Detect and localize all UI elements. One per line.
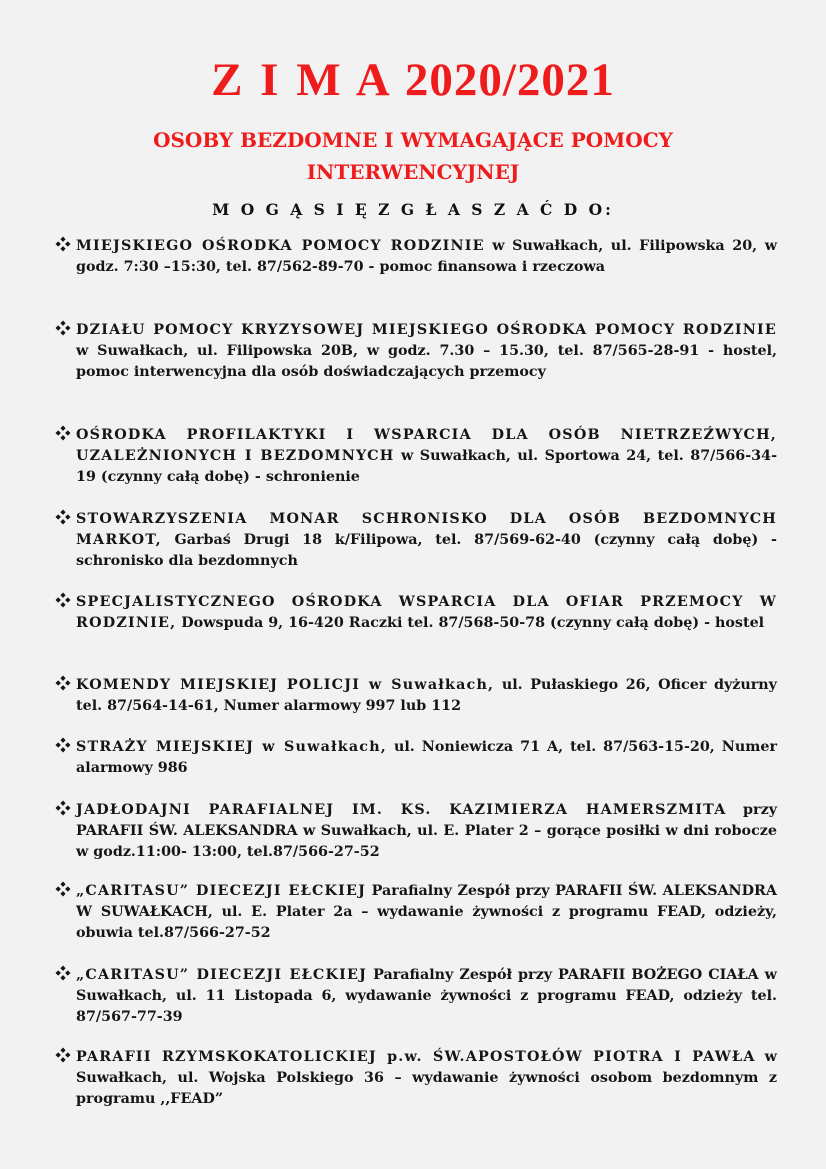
list-item [55,592,777,634]
list-item [55,675,777,717]
diamond-dots-icon [55,800,73,818]
item-details: w Suwałkach, ul. Filipowska 20B, w godz. 7.30 – 15.30, tel. 87/565-28-91 - hostel, pomoc interwencyjna dla osób doświadczających przemocy [76,343,777,380]
organization-name: SPECJALISTYCZNEGO OŚRODKA WSPARCIA DLA OFIAR PRZEMOCY W RODZINIE, [76,594,777,631]
item-details: Parafialny Zespół przy PARAFII BOŻEGO CIAŁA w Suwałkach, ul. 11 Listopada 6, wydawanie żywności z programu FEAD, odzieży tel. 87/567-77-39 [76,967,777,1025]
item-details: Garbaś Drugi 18 k/Filipowa, tel. 87/569-62-40 (czynny całą dobę) - schronisko dla bezdomnych [76,532,777,569]
item-details: w Suwałkach, ul. Filipowska 20, w godz. 7:30 –15:30, tel. 87/562-89-70 - pomoc finansowa i rzeczowa [76,238,778,275]
list-item [55,881,777,944]
list-item [55,965,777,1028]
organization-name: KOMENDY MIEJSKIEJ POLICJI w Suwałkach, [76,677,495,693]
item-details: przy PARAFII ŚW. ALEKSANDRA w Suwałkach, ul. E. Plater 2 – gorące posiłki w dni robocze w godz.11:00- 13:00, tel.87/566-27-52 [76,802,777,860]
item-details: Dowspuda 9, 16-420 Raczki tel. 87/568-50-78 (czynny całą dobę) - hostel [176,615,765,631]
list-item [55,1047,777,1110]
list-item [55,737,777,779]
diamond-dots-icon [55,1047,73,1065]
item-details: w Suwałkach, ul. Wojska Polskiego 36 – wydawanie żywności osobom bezdomnym z programu ,,FEAD” [76,1049,777,1107]
diamond-dots-icon [55,509,73,527]
organization-name: „CARITASU” DIECEZJI EŁCKIEJ [76,967,368,983]
list-item [55,800,777,863]
diamond-dots-icon [55,675,73,693]
organization-name: OŚRODKA PROFILAKTYKI I WSPARCIA DLA OSÓB NIETRZEŹWYCH, UZALEŻNIONYCH I BEZDOMNYCH [76,427,777,464]
page-title: Z I M A 2020/2021 [211,54,615,106]
diamond-dots-icon [55,320,73,338]
list-item [55,236,777,278]
organization-name: „CARITASU” DIECEZJI EŁCKIEJ [76,883,367,899]
diamond-dots-icon [55,425,73,443]
organization-name: STOWARZYSZENIA MONAR SCHRONISKO DLA OSÓB BEZDOMNYCH MARKOT, [76,511,777,548]
item-details: ul. Noniewicza 71 A, tel. 87/563-15-20, Numer alarmowy 986 [76,739,777,776]
list-item [55,509,777,572]
organization-name: DZIAŁU POMOCY KRYZYSOWEJ MIEJSKIEGO OŚRODKA POMOCY RODZINIE [76,322,777,338]
list-item [55,320,777,383]
diamond-dots-icon [55,236,73,254]
list-item [55,425,777,488]
diamond-dots-icon [55,881,73,899]
organization-name: MIEJSKIEGO OŚRODKA POMOCY RODZINIE [76,238,485,254]
subtitle: OSOBY BEZDOMNE I WYMAGAJĄCE POMOCY INTERWENCYJNEJ [153,128,673,184]
diamond-dots-icon [55,965,73,983]
item-details: ul. Pułaskiego 26, Oficer dyżurny tel. 87/564-14-61, Numer alarmowy 997 lub 112 [76,677,777,714]
item-details: Parafialny Zespół przy PARAFII ŚW. ALEKSANDRA W SUWAŁKACH, ul. E. Plater 2a – wydawanie żywności z programu FEAD, odzieży, obuwia tel.87/566-27-52 [76,883,778,941]
diamond-dots-icon [55,592,73,610]
item-details: w Suwałkach, ul. Sportowa 24, tel. 87/566-34-19 (czynny całą dobę) - schronienie [76,448,778,485]
diamond-dots-icon [55,737,73,755]
organization-name: JADŁODAJNI PARAFIALNEJ IM. KS. KAZIMIERZA HAMERSZMITA [76,802,727,818]
lead-heading: M O G Ą S I Ę Z G Ł A S Z A Ć D O: [212,200,614,219]
organization-name: PARAFII RZYMSKOKATOLICKIEJ p.w. ŚW.APOSTOŁÓW PIOTRA I PAWŁA [76,1049,756,1065]
organization-name: STRAŻY MIEJSKIEJ w Suwałkach, [76,739,387,755]
